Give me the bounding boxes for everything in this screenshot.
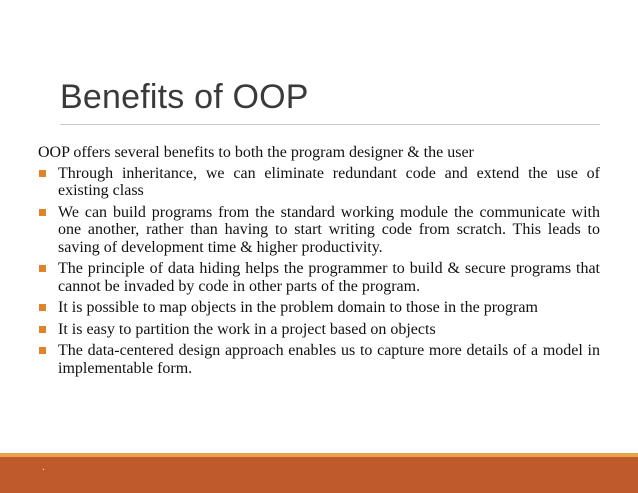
list-item — [38, 299, 600, 317]
bullet-text: Through inheritance, we can eliminate redundant code and extend the use of existing class — [58, 164, 600, 199]
list-item — [38, 165, 600, 200]
footer-mark: . — [42, 462, 45, 473]
square-bullet-icon — [39, 209, 46, 216]
bullet-text: We can build programs from the standard working module the communicate with one another, rather than having to start writing code from scratch. This leads to saving of development time & higher productivity. — [58, 203, 600, 256]
square-bullet-icon — [39, 347, 46, 354]
title-divider — [60, 124, 600, 125]
bullet-text: It is easy to partition the work in a project based on objects — [58, 320, 436, 338]
list-item — [38, 342, 600, 377]
square-bullet-icon — [39, 326, 46, 333]
bullet-list — [38, 165, 600, 378]
square-bullet-icon — [39, 304, 46, 311]
slide-content — [38, 144, 600, 381]
footer-bar — [0, 457, 638, 493]
list-item — [38, 204, 600, 257]
bullet-text: The data-centered design approach enables us to capture more details of a model in implementable form. — [58, 342, 600, 377]
bullet-text: The principle of data hiding helps the programmer to build & secure programs that cannot be invaded by code in other parts of the program. — [58, 260, 600, 295]
slide-title: Benefits of OOP — [60, 78, 309, 116]
intro-text: OOP offers several benefits to both the program designer & the user — [38, 144, 474, 161]
square-bullet-icon — [39, 265, 46, 272]
list-item — [38, 321, 600, 339]
square-bullet-icon — [39, 170, 46, 177]
list-item — [38, 260, 600, 295]
bullet-text: It is possible to map objects in the problem domain to those in the program — [58, 299, 538, 316]
